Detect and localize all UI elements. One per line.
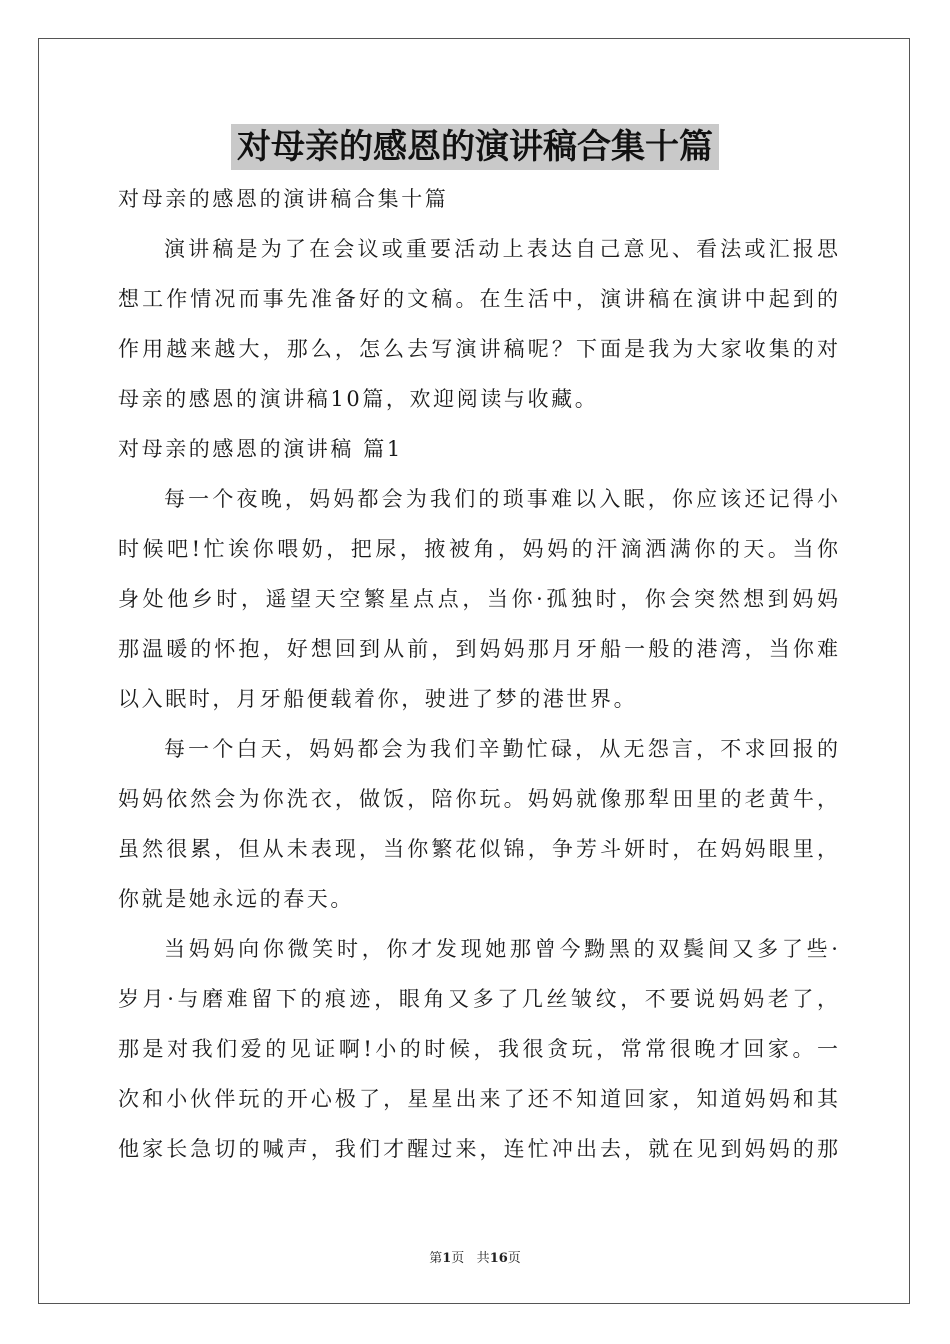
title-container bbox=[0, 124, 950, 170]
paragraph-line: 每一个夜晚，妈妈都会为我们的琐事难以入眠，你应该还记得小 bbox=[164, 487, 838, 511]
subtitle: 对母亲的感恩的演讲稿合集十篇 bbox=[118, 187, 449, 211]
section-heading: 对母亲的感恩的演讲稿 篇1 bbox=[118, 437, 403, 461]
page-suffix: 页 bbox=[451, 1251, 465, 1266]
paragraph-line: 当妈妈向你微笑时，你才发现她那曾今黝黑的双鬓间又多了些· bbox=[164, 937, 838, 961]
total-pages: 16 bbox=[489, 1251, 508, 1266]
page-footer bbox=[0, 1247, 950, 1266]
page-number: 1 bbox=[442, 1251, 452, 1266]
page-border bbox=[38, 38, 910, 1304]
paragraph-line: 以入眠时，月牙船便载着你，驶进了梦的港世界。 bbox=[118, 687, 638, 711]
paragraph-line: 那是对我们爱的见证啊!小的时候，我很贪玩，常常很晚才回家。一 bbox=[118, 1037, 838, 1061]
paragraph-line: 他家长急切的喊声，我们才醒过来，连忙冲出去，就在见到妈妈的那 bbox=[118, 1137, 838, 1161]
paragraph-line: 那温暖的怀抱，好想回到从前，到妈妈那月牙船一般的港湾，当你难 bbox=[118, 637, 838, 661]
intro-line: 作用越来越大，那么，怎么去写演讲稿呢？下面是我为大家收集的对 bbox=[118, 337, 838, 361]
paragraph-line: 妈妈依然会为你洗衣，做饭，陪你玩。妈妈就像那犁田里的老黄牛， bbox=[118, 787, 838, 811]
total-suffix: 页 bbox=[507, 1251, 521, 1266]
paragraph-line: 每一个白天，妈妈都会为我们辛勤忙碌，从无怨言，不求回报的 bbox=[164, 737, 838, 761]
intro-line: 母亲的感恩的演讲稿10篇，欢迎阅读与收藏。 bbox=[118, 387, 599, 411]
intro-line: 演讲稿是为了在会议或重要活动上表达自己意见、看法或汇报思 bbox=[164, 237, 838, 261]
page-prefix: 第 bbox=[429, 1251, 443, 1266]
paragraph-line: 岁月·与磨难留下的痕迹，眼角又多了几丝皱纹，不要说妈妈老了， bbox=[118, 987, 838, 1011]
paragraph-line: 你就是她永远的春天。 bbox=[118, 887, 354, 911]
intro-line: 想工作情况而事先准备好的文稿。在生活中，演讲稿在演讲中起到的 bbox=[118, 287, 838, 311]
paragraph-line: 次和小伙伴玩的开心极了，星星出来了还不知道回家，知道妈妈和其 bbox=[118, 1087, 838, 1111]
paragraph-line: 虽然很累，但从未表现，当你繁花似锦，争芳斗妍时，在妈妈眼里， bbox=[118, 837, 838, 861]
paragraph-line: 身处他乡时，遥望天空繁星点点，当你·孤独时，你会突然想到妈妈 bbox=[118, 587, 838, 611]
paragraph-line: 时候吧!忙诶你喂奶，把尿，掖被角，妈妈的汗滴洒满你的天。当你 bbox=[118, 537, 838, 561]
total-prefix: 共 bbox=[476, 1251, 490, 1266]
document-title: 对母亲的感恩的演讲稿合集十篇 bbox=[231, 124, 719, 170]
